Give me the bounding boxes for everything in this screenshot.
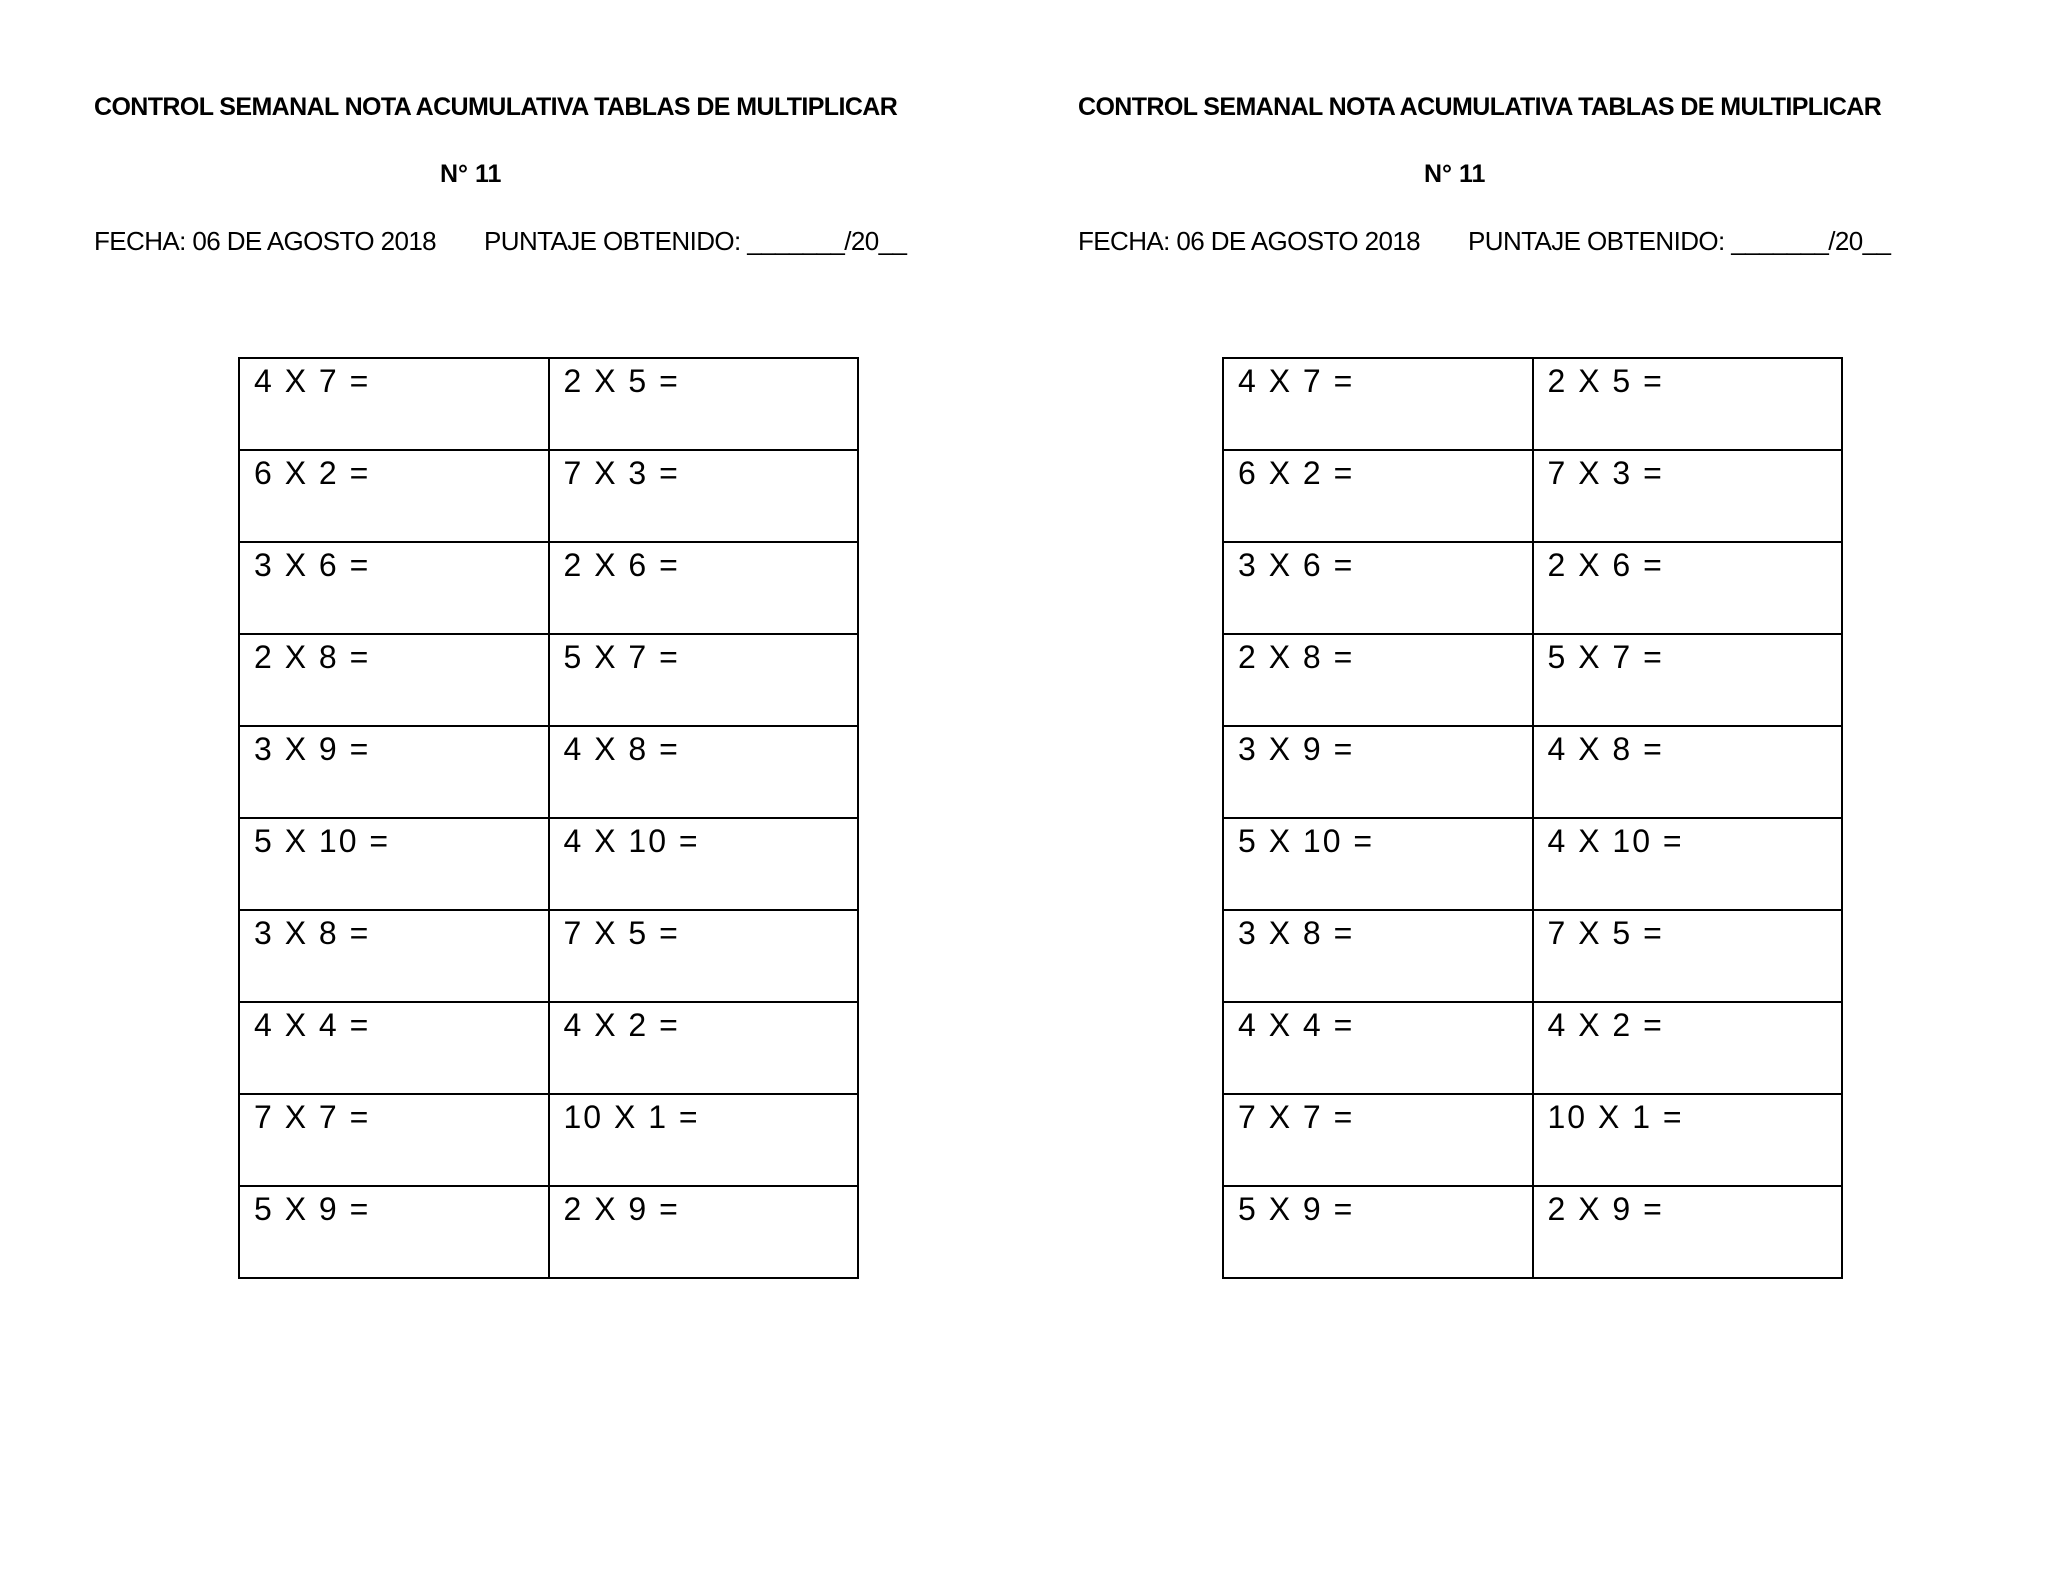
exercise-cell: 10 X 1 = (549, 1094, 859, 1186)
table-row (239, 1094, 858, 1186)
table-row (1223, 818, 1842, 910)
exercise-cell: 10 X 1 = (1533, 1094, 1843, 1186)
exercise-cell: 7 X 7 = (239, 1094, 549, 1186)
date-label: FECHA: 06 DE AGOSTO 2018 (1078, 226, 1421, 256)
exercise-cell: 2 X 5 = (1533, 358, 1843, 450)
table-row (239, 358, 858, 450)
exercise-cell: 2 X 5 = (549, 358, 859, 450)
table-row (1223, 542, 1842, 634)
exercise-cell: 2 X 8 = (1223, 634, 1533, 726)
table-row (239, 542, 858, 634)
exercise-cell: 7 X 7 = (1223, 1094, 1533, 1186)
exercise-cell: 4 X 7 = (239, 358, 549, 450)
table-row (239, 818, 858, 910)
exercise-cell: 5 X 9 = (239, 1186, 549, 1278)
exercise-cell: 2 X 8 = (239, 634, 549, 726)
exercise-cell: 3 X 8 = (1223, 910, 1533, 1002)
exercise-table (238, 357, 859, 1279)
exercise-cell: 2 X 6 = (1533, 542, 1843, 634)
date-label: FECHA: 06 DE AGOSTO 2018 (94, 226, 437, 256)
table-row (239, 1186, 858, 1278)
exercise-table-body (239, 358, 858, 1278)
table-row (1223, 1094, 1842, 1186)
table-row (239, 726, 858, 818)
exercise-cell: 4 X 2 = (549, 1002, 859, 1094)
exercise-cell: 3 X 6 = (239, 542, 549, 634)
table-row (239, 450, 858, 542)
exercise-cell: 3 X 9 = (239, 726, 549, 818)
exercise-cell: 4 X 2 = (1533, 1002, 1843, 1094)
worksheet-meta-line (94, 226, 906, 257)
table-row (1223, 1002, 1842, 1094)
exercise-cell: 4 X 7 = (1223, 358, 1533, 450)
exercise-cell: 7 X 5 = (549, 910, 859, 1002)
exercise-cell: 7 X 3 = (549, 450, 859, 542)
table-row (1223, 358, 1842, 450)
exercise-cell: 6 X 2 = (239, 450, 549, 542)
exercise-table (1222, 357, 1843, 1279)
exercise-cell: 5 X 10 = (1223, 818, 1533, 910)
worksheet-number: N° 11 (440, 160, 502, 188)
exercise-cell: 3 X 6 = (1223, 542, 1533, 634)
exercise-cell: 5 X 10 = (239, 818, 549, 910)
table-row (1223, 1186, 1842, 1278)
exercise-cell: 5 X 7 = (549, 634, 859, 726)
table-row (239, 634, 858, 726)
table-row (239, 910, 858, 1002)
exercise-cell: 2 X 6 = (549, 542, 859, 634)
exercise-cell: 6 X 2 = (1223, 450, 1533, 542)
score-label: PUNTAJE OBTENIDO: _______/20__ (1468, 226, 1891, 256)
score-label: PUNTAJE OBTENIDO: _______/20__ (484, 226, 907, 256)
worksheet-title: CONTROL SEMANAL NOTA ACUMULATIVA TABLAS DE MULTIPLICAR (94, 93, 898, 121)
exercise-cell: 4 X 4 = (1223, 1002, 1533, 1094)
exercise-cell: 4 X 10 = (549, 818, 859, 910)
exercise-cell: 7 X 5 = (1533, 910, 1843, 1002)
worksheet-meta-line (1078, 226, 1890, 257)
table-row (1223, 726, 1842, 818)
exercise-cell: 4 X 4 = (239, 1002, 549, 1094)
exercise-cell: 2 X 9 = (1533, 1186, 1843, 1278)
table-row (1223, 450, 1842, 542)
exercise-cell: 5 X 7 = (1533, 634, 1843, 726)
exercise-cell: 4 X 8 = (1533, 726, 1843, 818)
worksheet-title: CONTROL SEMANAL NOTA ACUMULATIVA TABLAS DE MULTIPLICAR (1078, 93, 1882, 121)
worksheet-number: N° 11 (1424, 160, 1486, 188)
table-row (239, 1002, 858, 1094)
exercise-cell: 2 X 9 = (549, 1186, 859, 1278)
exercise-cell: 3 X 9 = (1223, 726, 1533, 818)
table-row (1223, 910, 1842, 1002)
worksheet-right (984, 0, 1964, 1582)
exercise-table-body (1223, 358, 1842, 1278)
worksheet-left (0, 0, 980, 1582)
table-row (1223, 634, 1842, 726)
exercise-cell: 7 X 3 = (1533, 450, 1843, 542)
exercise-cell: 5 X 9 = (1223, 1186, 1533, 1278)
exercise-cell: 4 X 8 = (549, 726, 859, 818)
exercise-cell: 4 X 10 = (1533, 818, 1843, 910)
exercise-cell: 3 X 8 = (239, 910, 549, 1002)
